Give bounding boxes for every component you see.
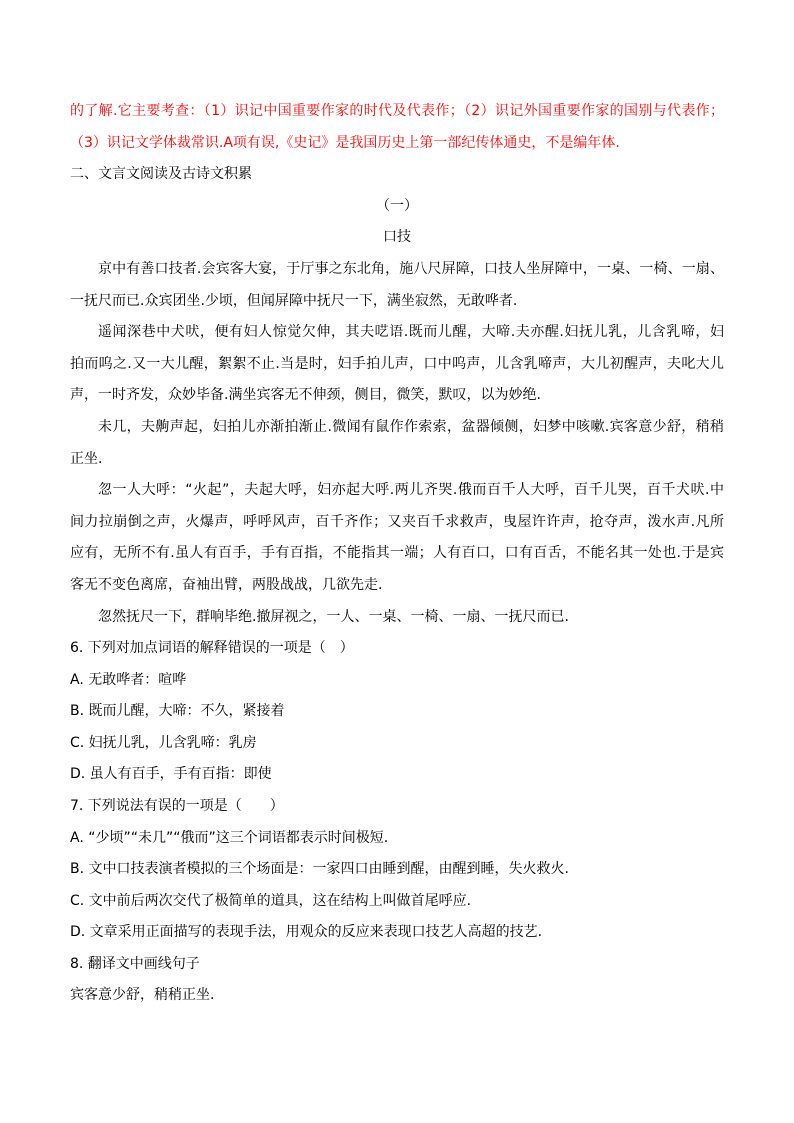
part-label: （一）: [376, 197, 418, 214]
article-title: 口技: [383, 229, 411, 246]
question-stem: 7. 下列说法有误的一项是（ ）: [70, 798, 284, 815]
question-stem: 8. 翻译文中画线句子: [70, 956, 200, 973]
article-body: [70, 254, 724, 633]
questions: [70, 633, 724, 981]
paragraph-line: 忽然抚尺一下，群响毕绝.撤屏视之，一人、一桌、一椅、一扇、一抚尺而已.: [98, 608, 569, 625]
question-option: C. 文中前后两次交代了极简单的道具，这在结构上叫做首尾呼应.: [70, 892, 472, 909]
question-option: B. 既而儿醒，大啼：不久，紧接着: [70, 703, 285, 720]
analysis-line: 的了解.它主要考查：（1）识记中国重要作家的时代及代表作；（2）识记外国重要作家的国别与代表作；: [70, 103, 724, 119]
question-option: C. 妇抚儿乳，儿含乳啼：乳房: [70, 734, 257, 751]
paragraph-line: 应有，无所不有.虽人有百手，手有百指，不能指其一端；人有百口，口有百舌，不能名其一处也.于是宾: [70, 545, 724, 562]
question-option: B. 文中口技表演者模拟的三个场面是：一家四口由睡到醒，由醒到睡，失火救火.: [70, 861, 569, 878]
question-stem: 6. 下列对加点词语的解释错误的一项是（ ）: [70, 640, 354, 657]
question-option: D. 虽人有百手，手有百指：即使: [70, 766, 272, 783]
paragraph-line: 间力拉崩倒之声，火爆声，呼呼风声，百千齐作；又夹百千求救声，曳屋许许声，抢夺声，泼水声.凡所: [70, 513, 724, 530]
paragraph-line: 正坐.: [70, 450, 103, 467]
translate-sentence: 宾客意少舒，稍稍正坐.: [70, 986, 215, 1003]
paragraph-line: 拍而呜之.又一大儿醒，絮絮不止.当是时，妇手拍儿声，口中呜声，儿含乳啼声，大儿初醒声，夫叱大儿: [70, 355, 724, 372]
paragraph-line: 忽一人大呼：“火起”，夫起大呼，妇亦起大呼.两儿齐哭.俄而百千人大呼，百千儿哭，百千犬吠.中: [98, 482, 724, 499]
document-page: [70, 96, 724, 1009]
paragraph-line: 一抚尺而已.众宾团坐.少顷，但闻屏障中抚尺一下，满坐寂然，无敢哗者.: [70, 292, 518, 309]
paragraph-line: 京中有善口技者.会宾客大宴，于厅事之东北角，施八尺屏障，口技人坐屏障中，一桌、一椅、一扇、: [98, 260, 724, 277]
paragraph-line: 声，一时齐发，众妙毕备.满坐宾客无不伸颈，侧目，微笑，默叹，以为妙绝.: [70, 387, 541, 404]
question-option: D. 文章采用正面描写的表现手法，用观众的反应来表现口技艺人高超的技艺.: [70, 924, 543, 941]
paragraph-line: 遥闻深巷中犬吠，便有妇人惊觉欠伸，其夫呓语.既而儿醒，大啼.夫亦醒.妇抚儿乳，儿含乳啼，妇: [98, 324, 724, 341]
analysis-line: （3）识记文学体裁常识.A项有误,《史记》是我国历史上第一部纪传体通史，不是编年体.: [70, 134, 620, 151]
question-option: A. 无敢哗者：喧哗: [70, 671, 187, 688]
section-title: 二、文言文阅读及古诗文积累: [70, 166, 252, 183]
question-option: A. “少顷”“未几”“俄而”这三个词语都表示时间极短.: [70, 829, 389, 846]
paragraph-line: 未几，夫齁声起，妇拍儿亦渐拍渐止.微闻有鼠作作索索，盆器倾侧，妇梦中咳嗽.宾客意少舒，稍稍: [98, 418, 724, 435]
paragraph-line: 客无不变色离席，奋袖出臂，两股战战，几欲先走.: [70, 576, 383, 593]
